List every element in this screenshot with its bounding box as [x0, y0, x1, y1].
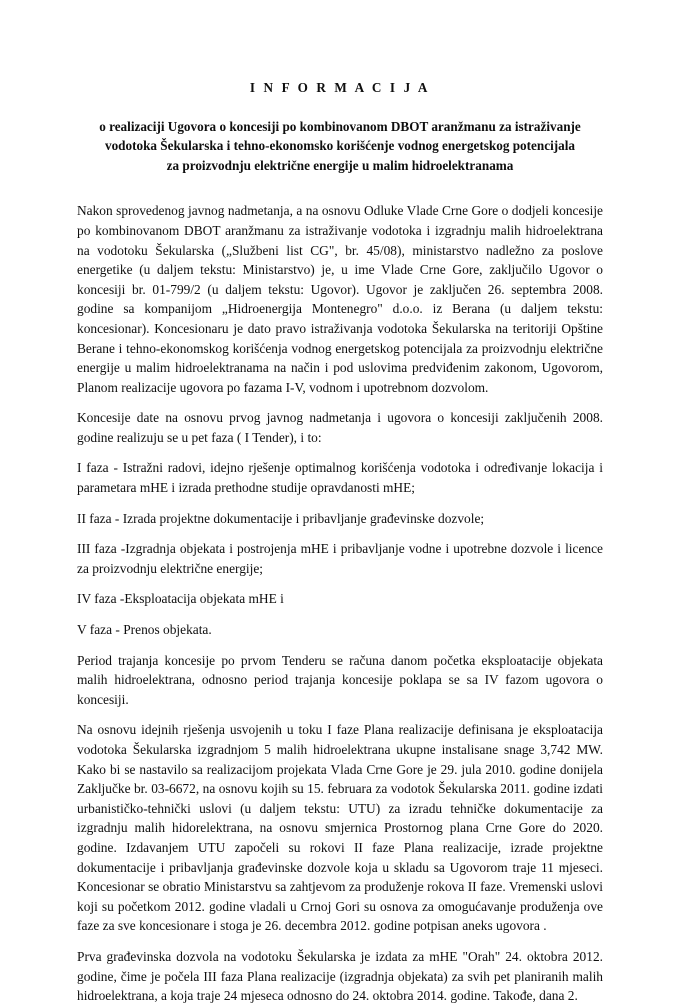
paragraph-project-details: Na osnovu idejnih rješenja usvojenih u toku I faze Plana realizacije definisana je eksploatacija vodotoka Šekularska izgradnjom 5 malih hidroelektrana ukupne instalisane snage 3,742 MW. Kako bi se nastavilo sa realizacijom projekata Vlada Crne Gore je 29. jula 2010. godine donijela Zaključke br. 03-6672, na osnovu kojih su 15. februara za vodotok Šekularska 2011. godine izdati urbanističko-tehnički uslovi (u daljem tekstu: UTU) za izradu tehničke dokumentacije za izgradnju malih hidorelektrana, na osnovu smjernica Prostornog plana Crne Gore do 2020. godine. Izdavanjem UTU započeli su rokovi II faze Plana realizacije, izrade projektne dokumentacije i pribavljanja građevinske dozvole koja u skladu sa Ugovorom traje 11 mjeseci. Koncesionar se obratio Ministarstvu sa zahtjevom za produženje rokova II faze. Vremenski uslovi koji su početkom 2012. godine vladali u Crnoj Gori su osnova za omogućavanje produženja ove faze za sve koncesionare i stoga je 26. decembra 2012. godine potpisan aneks ugovora . — [77, 722, 603, 934]
document-body — [77, 175, 603, 1005]
phase-item-iv: IV faza -Eksploatacija objekata mHE i — [77, 591, 284, 607]
page-title: I N F O R M A C I J A — [249, 80, 431, 95]
paragraph-phases-intro: Koncesije date na osnovu prvog javnog nadmetanja i ugovora o koncesiji zaključenih 2008. godine realizuju se u pet faza ( I Tender), i to: — [77, 410, 603, 445]
paragraph-intro: Nakon sprovedenog javnog nadmetanja, a na osnovu Odluke Vlade Crne Gore o dodjeli koncesije po kombinovanom DBOT aranžmanu za istraživanje vodotoka i izgradnju malih hidroelektrana na vodotoku Šekularska („Službeni list CG", br. 45/08), ministarstvo nadležno za poslove energetike (u daljem tekstu: Ministarstvo) je, u ime Vlade Crne Gore, zaključilo Ugovor o koncesiji br. 01-799/2 (u daljem tekstu: Ugovor). Ugovor je zaključen 26. septembra 2008. godine sa kompanijom „Hidroenergija Montenegro" d.o.o. iz Berana (u daljem tekstu: koncesionar). Koncesionaru je dato pravo istraživanja vodotoka Šekularska na teritoriji Opštine Berane i tehno-ekonomskog korišćenja vodnog energetskog potencijala za proizvodnju električne energije u malim hidroelektranama na način i pod uslovima predviđenim zakonom, Ugovorom, Planom realizacije ugovora po fazama I-V, vodnom i upotrebnom dozvolom. — [77, 203, 603, 395]
phase-item-i: I faza - Istražni radovi, idejno rješenje optimalnog korišćenja vodotoka i određivanje lokacija i parametara mHE i izrada prethodne studije opravdanosti mHE; — [77, 460, 603, 496]
phase-item-v: V faza - Prenos objekata. — [77, 622, 212, 638]
subtitle-line-1: o realizaciji Ugovora o koncesiji po kombinovanom DBOT aranžmanu za istraživanje — [99, 118, 581, 134]
document-subtitle — [77, 96, 603, 176]
document-content — [77, 0, 603, 1006]
paragraph-building-permit: Prva građevinska dozvola na vodotoku Šekularska je izdata za mHE "Orah" 24. oktobra 2012. godine, čime je počela III faza Plana realizacije (izgradnja objekata) za svih pet planiranih malih hidroelektrana, a koja traje 24 mjeseca odnosno do 24. oktobra 2014. godine. Takođe, dana 2. — [77, 948, 603, 1004]
phase-item-ii: II faza - Izrada projektne dokumentacije i pribavljanje građevinske dozvole; — [77, 510, 485, 526]
subtitle-line-3: za proizvodnju električne energije u malim hidroelektranama — [166, 157, 514, 173]
phase-item-iii: III faza -Izgradnja objekata i postrojenja mHE i pribavljanje vodne i upotrebne dozvole i licence za proizvodnju električne energije; — [77, 541, 603, 576]
paragraph-concession-period: Period trajanja koncesije po prvom Tenderu se računa danom početka eksploatacije objekata malih hidroelektrana, odnosno period trajanja koncesije poklapa se sa IV fazom ugovora o koncesiji. — [77, 652, 603, 707]
subtitle-line-2: vodotoka Šekularska i tehno-ekonomsko korišćenje vodnog energetskog potencijala — [104, 138, 575, 154]
